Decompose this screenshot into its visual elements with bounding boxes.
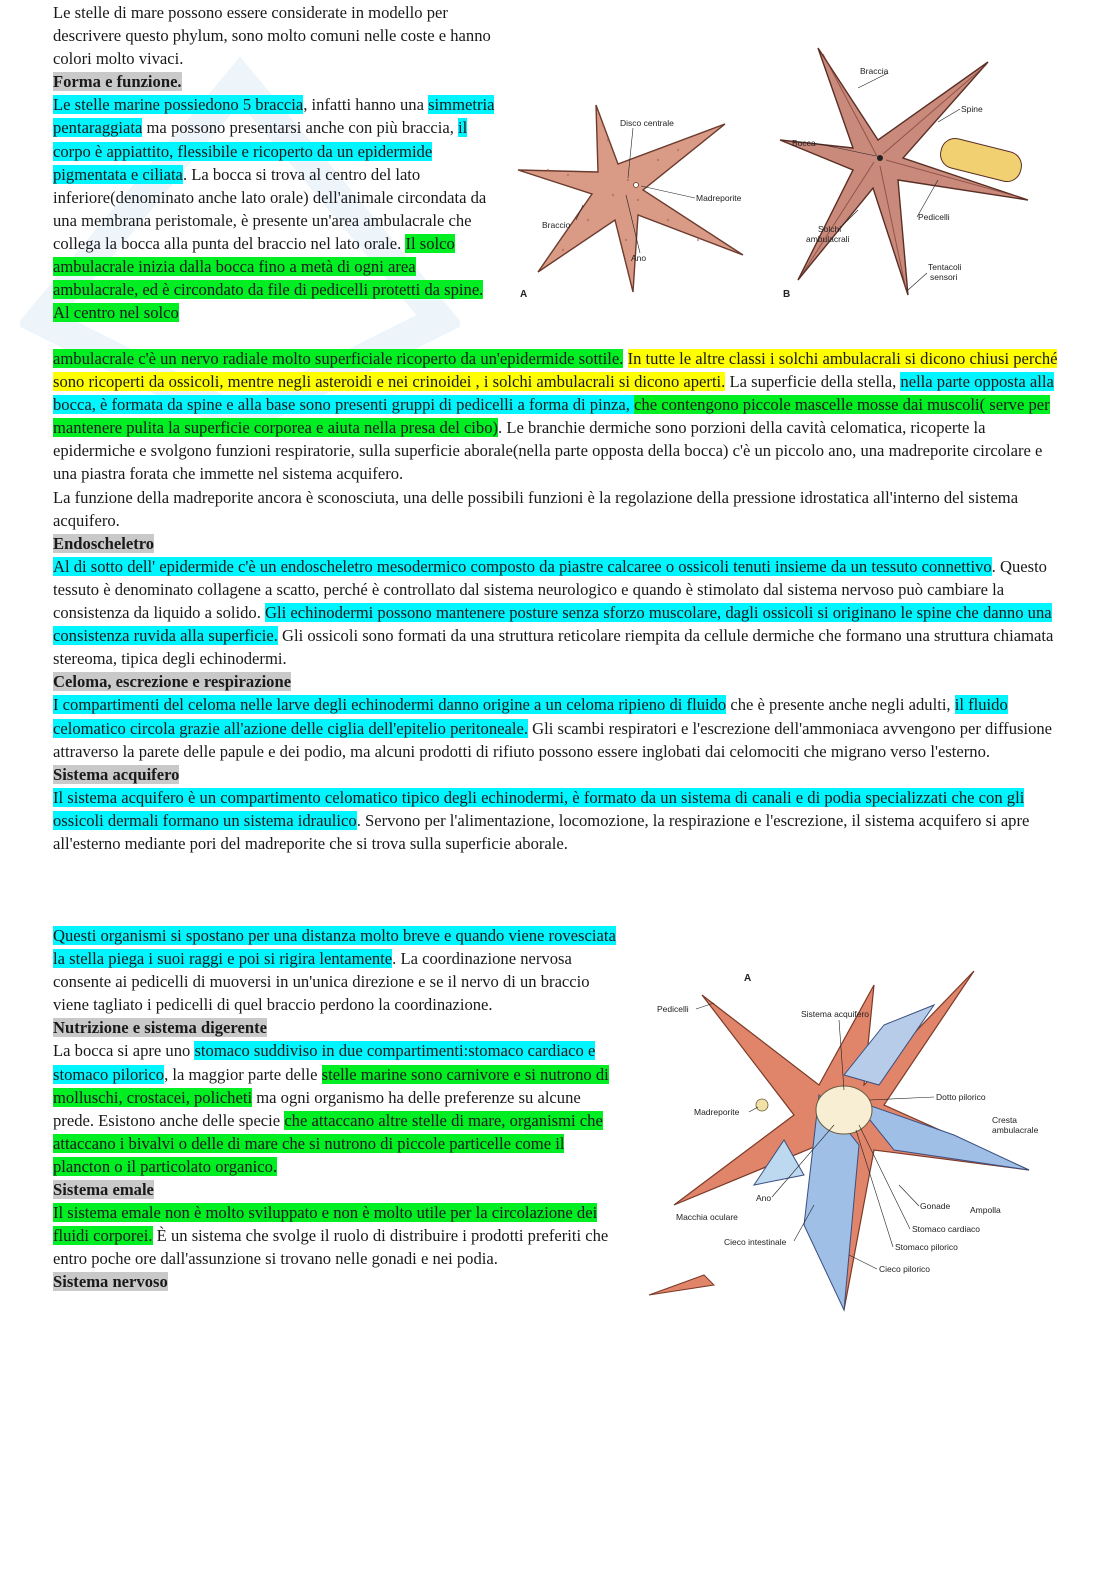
hl-text: il fluido celomatico circola grazie all'azione delle ciglia dell'epitelio peritoneale. <box>53 695 1008 738</box>
label-gonade: Gonade <box>920 1201 951 1211</box>
heading-nervoso: Sistema nervoso <box>53 1272 168 1292</box>
label-cresta-2: ambulacrale <box>992 1125 1039 1135</box>
label-bocca: Bocca <box>792 138 816 148</box>
label-spine: Spine <box>961 104 983 114</box>
nutrizione-paragraph <box>53 1039 625 1178</box>
hl-text: In tutte le altre classi i solchi ambulacrali si dicono chiusi perché sono ricoperti da ossicoli, mentre negli asteroidi e nei crinoidei , i solchi ambulacrali si dicono aperti. <box>53 349 1058 392</box>
text: Gli ossicoli sono formati da una struttura reticolare riempita da cellule dermiche che formano una struttura chiamata stereoma, tipica degli echinodermi. <box>53 626 1054 669</box>
label-ano-2: Ano <box>756 1193 772 1203</box>
label-sistema-acquifero: Sistema acquifero <box>801 1009 870 1019</box>
figure2-label-a: A <box>744 973 752 984</box>
intro-forma-block <box>53 1 498 324</box>
text: . La coordinazione nervosa consente ai pedicelli di muoversi in un'unica direzione e se il nervo di un braccio viene tagliato i pedicelli di quel braccio perdono la coordinazione. <box>53 949 590 1015</box>
text: La superficie della stella, <box>725 372 901 392</box>
hl-text: che contengono piccole mascelle mosse dai muscoli( serve per mantenere pulita la superficie corporea e aiuta nella presa del cibo) <box>53 395 1050 438</box>
madreporite-paragraph: La funzione della madreporite ancora è sconosciuta, una delle possibili funzioni è la regolazione della pressione idrostatica all'interno del sistema acquifero. <box>53 487 1019 530</box>
hl-text: Questi organismi si spostano per una distanza molto breve e quando viene rovesciata la stella piega i suoi raggi e poi si rigira lentamente <box>53 926 616 969</box>
hl-text: ambulacrale c'è un nervo radiale molto superficiale ricoperto da un'epidermide sottile. <box>53 349 624 368</box>
heading-acquifero: Sistema acquifero <box>53 764 180 784</box>
heading-emale: Sistema emale <box>53 1180 154 1200</box>
text: . Servono per l'alimentazione, locomozione, la respirazione e l'escrezione, il sistema acquifero si apre all'esterno mediante pori del madreporite che si trova sulla superficie aborale. <box>53 810 1030 853</box>
label-disco-centrale: Disco centrale <box>620 118 674 128</box>
forma-paragraph-part2 <box>53 347 1058 486</box>
hl-text: stelle marine sono carnivore e si nutrono di molluschi, crostacei, policheti <box>53 1064 609 1107</box>
label-pedicelli: Pedicelli <box>918 212 950 222</box>
text: . Questo tessuto è denominato collagene a scatto, perché è controllato dal sistema neurologico e quando è stimolato dal sistema nervoso può cambiare la consistenza da liquido a solido. <box>53 556 1047 623</box>
lower-left-block <box>53 924 625 1294</box>
acquifero-paragraph-part1 <box>53 786 1058 855</box>
hl-text: che attaccano altre stelle di mare, organismi che attaccano i bivalvi o delle di mare che si nutrono di piccole particelle come il plancton o il particolato organico. <box>53 1110 603 1176</box>
label-stomaco-cardiaco: Stomaco cardiaco <box>912 1224 981 1234</box>
label-madreporite-2: Madreporite <box>694 1107 740 1117</box>
label-madreporite: Madreporite <box>696 193 742 203</box>
figure-starfish-internal <box>644 965 1044 1315</box>
hl-text: il corpo è appiattito, flessibile e ricoperto da un epidermide pigmentata e ciliata <box>53 118 468 184</box>
label-stomaco-pilorico: Stomaco pilorico <box>895 1242 958 1252</box>
forma-paragraph-part1 <box>53 93 498 324</box>
label-ano: Ano <box>631 253 647 263</box>
label-braccio: Braccio <box>542 220 571 230</box>
label-tentacoli-2: sensori <box>930 272 958 282</box>
starfish-b-illustration <box>780 48 1028 295</box>
text: Gli scambi respiratori e l'escrezione dell'ammoniaca avvengono per diffusione attraverso la parete delle papule e dei podio, ma alcuni prodotti di rifiuto possono essere inglobati dai celomociti che migrano verso l'esterno. <box>53 718 1053 761</box>
label-braccia: Braccia <box>860 66 889 76</box>
label-solchi-1: Solchi <box>818 224 842 234</box>
heading-endoscheletro: Endoscheletro <box>53 533 155 553</box>
text: . Le branchie dermiche sono porzioni della cavità celomatica, ricoperte la epidermiche e svolgono funzioni respiratorie, sulla superficie aborale(nella parte opposta della bocca) c'è un piccolo ano, una madreporite circolare e una piastra forata che immette nel sistema acquifero. <box>53 418 1043 484</box>
text: ma ogni organismo ha delle preferenze su alcune prede. Esistono anche delle specie <box>53 1087 581 1130</box>
text: . La bocca si trova al centro del lato inferiore(denominato anche lato orale) dell'animale circondata da una membrana peristomale, è presente un'area ambulacrale che collega la bocca alla punta del braccio nel lato orale. <box>53 164 487 253</box>
label-tentacoli-1: Tentacoli <box>928 262 962 272</box>
emale-paragraph <box>53 1201 625 1270</box>
text: , infatti hanno una <box>303 95 429 115</box>
heading-forma: Forma e funzione. <box>53 72 182 92</box>
label-ampolla: Ampolla <box>970 1205 1001 1215</box>
heading-nutrizione: Nutrizione e sistema digerente <box>53 1018 267 1038</box>
hl-text: Le stelle marine possiedono 5 braccia <box>53 95 304 115</box>
hl-text: stomaco suddiviso in due compartimenti:stomaco cardiaco e stomaco pilorico <box>53 1041 596 1084</box>
acquifero-paragraph-part2 <box>53 924 625 1016</box>
heading-celoma: Celoma, escrezione e respirazione <box>53 672 292 692</box>
hl-text: Gli echinodermi possono mantenere posture senza sforzo muscolare, dagli ossicoli si originano le spine che danno una consistenza ruvida alla superficie. <box>53 603 1052 646</box>
endo-paragraph <box>53 555 1058 670</box>
hl-text: Il sistema acquifero è un compartimento celomatico tipico degli echinodermi, è formato da un sistema di canali e di podia specializzati che con gli ossicoli dermali formano un sistema idraulico <box>53 787 1025 830</box>
text: La bocca si apre uno <box>53 1041 195 1061</box>
figure1-label-b: B <box>783 289 791 300</box>
hl-text: Al di sotto dell' epidermide c'è un endoscheletro mesodermico composto da piastre calcaree o ossicoli tenuti insieme da un tessuto connettivo <box>53 556 992 576</box>
text: che è presente anche negli adulti, <box>726 695 955 715</box>
text: , la maggior parte delle <box>164 1064 322 1084</box>
label-solchi-2: ambulacrali <box>806 234 850 244</box>
label-pedicelli-2: Pedicelli <box>657 1004 689 1014</box>
hl-text: Il solco ambulacrale inizia dalla bocca fino a metà di ogni area ambulacrale, ed è circondato da file di pedicelli protetti da spine. Al centro nel solco <box>53 233 484 323</box>
figure1-label-a: A <box>520 289 528 300</box>
intro-paragraph: Le stelle di mare possono essere considerate in modello per descrivere questo phylum, sono molto comuni nelle coste e hanno colori molto vivaci. <box>53 3 491 69</box>
label-cieco-pilorico: Cieco pilorico <box>879 1264 931 1274</box>
hl-text: Il sistema emale non è molto sviluppato e non è molto utile per la circolazione dei fluidi corporei. <box>53 1203 598 1246</box>
celoma-paragraph <box>53 693 1058 762</box>
label-dotto-pilorico: Dotto pilorico <box>936 1092 986 1102</box>
hl-text: simmetria pentaraggiata <box>53 95 495 138</box>
label-macchia-oculare: Macchia oculare <box>676 1212 738 1222</box>
text <box>623 349 627 368</box>
figure-starfish-external <box>508 40 1063 305</box>
label-cieco-intestinale: Cieco intestinale <box>724 1237 787 1247</box>
forma-continuation-block <box>53 347 1058 855</box>
hl-text: nella parte opposta alla bocca, è formata da spine e alla base sono presenti gruppi di pedicelli a forma di pinza, <box>53 372 1054 415</box>
label-cresta-1: Cresta <box>992 1115 1018 1125</box>
hl-text: I compartimenti del celoma nelle larve degli echinodermi danno origine a un celoma ripieno di fluido <box>53 695 727 715</box>
text: È un sistema che svolge il ruolo di distribuire i prodotti preferiti che entro poche ore dall'assunzione si trovano nelle gonadi e nei podia. <box>53 1226 609 1269</box>
text: ma possono presentarsi anche con più braccia, <box>142 118 459 138</box>
